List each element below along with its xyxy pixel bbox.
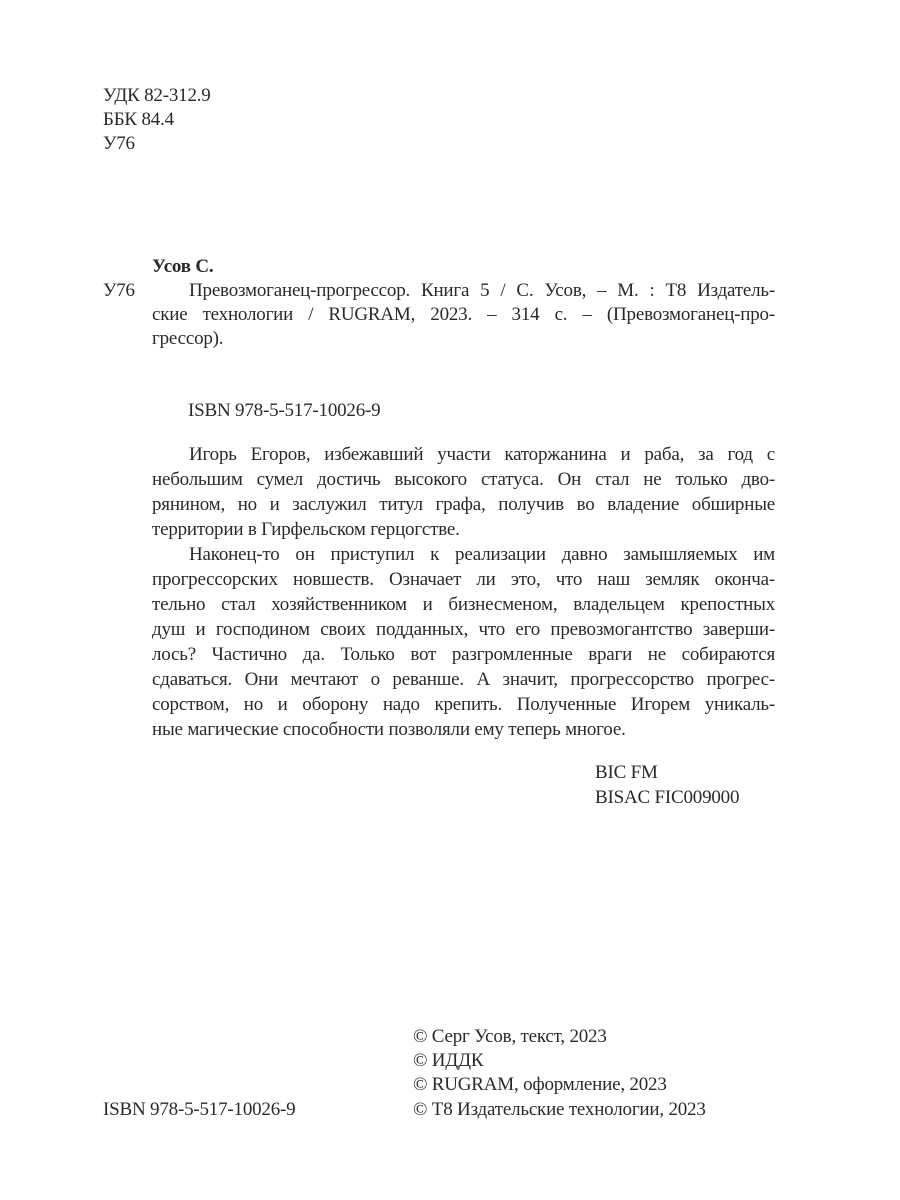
bisac-code: BISAC FIC009000	[595, 787, 740, 808]
copyright-line: © RUGRAM, оформление, 2023	[413, 1074, 667, 1095]
annotation-line: рянином, но и заслужил титул графа, получив во владение обширные	[152, 494, 775, 515]
copyright-line: © ИДДК	[413, 1050, 484, 1071]
bbk-code: ББК 84.4	[103, 109, 174, 130]
udk-code: УДК 82-312.9	[103, 85, 211, 106]
annotation-line: небольшим сумел достичь высокого статуса. Он стал не только дво-	[152, 469, 775, 490]
annotation-line: лось? Частично да. Только вот разгромленные враги не собираются	[152, 644, 775, 665]
description-line: грессор).	[152, 328, 224, 349]
annotation-line: Наконец-то он приступил к реализации давно замышляемых им	[189, 544, 775, 565]
description-line: ские технологии / RUGRAM, 2023. – 314 с. – (Превозмоганец-про-	[152, 304, 775, 325]
copyright-line: © Серг Усов, текст, 2023	[413, 1026, 607, 1047]
author-mark: У76	[103, 133, 135, 154]
annotation-line: прогрессорских новшеств. Означает ли это, что наш земляк оконча-	[152, 569, 775, 590]
copyright-line: © Т8 Издательские технологии, 2023	[413, 1099, 706, 1120]
annotation-line: Игорь Егоров, избежавший участи каторжанина и раба, за год с	[189, 444, 775, 465]
footer-isbn: ISBN 978-5-517-10026-9	[103, 1099, 296, 1120]
annotation-line: сдаваться. Они мечтают о реванше. А значит, прогрессорство прогрес-	[152, 669, 775, 690]
isbn: ISBN 978-5-517-10026-9	[188, 400, 381, 421]
annotation-line: сорством, но и оборону надо крепить. Полученные Игорем уникаль-	[152, 694, 775, 715]
annotation-line: душ и господином своих подданных, что его превозмогантство заверши-	[152, 619, 775, 640]
annotation-line: ные магические способности позволяли ему теперь многое.	[152, 719, 626, 740]
author-mark-inline: У76	[103, 280, 135, 301]
author-name: Усов С.	[152, 256, 214, 277]
bic-code: BIC FM	[595, 762, 658, 783]
description-line: Превозмоганец-прогрессор. Книга 5 / С. Усов, – М. : Т8 Издатель-	[189, 280, 775, 301]
annotation-line: территории в Гирфельском герцогстве.	[152, 519, 460, 540]
annotation-line: тельно стал хозяйственником и бизнесменом, владельцем крепостных	[152, 594, 775, 615]
